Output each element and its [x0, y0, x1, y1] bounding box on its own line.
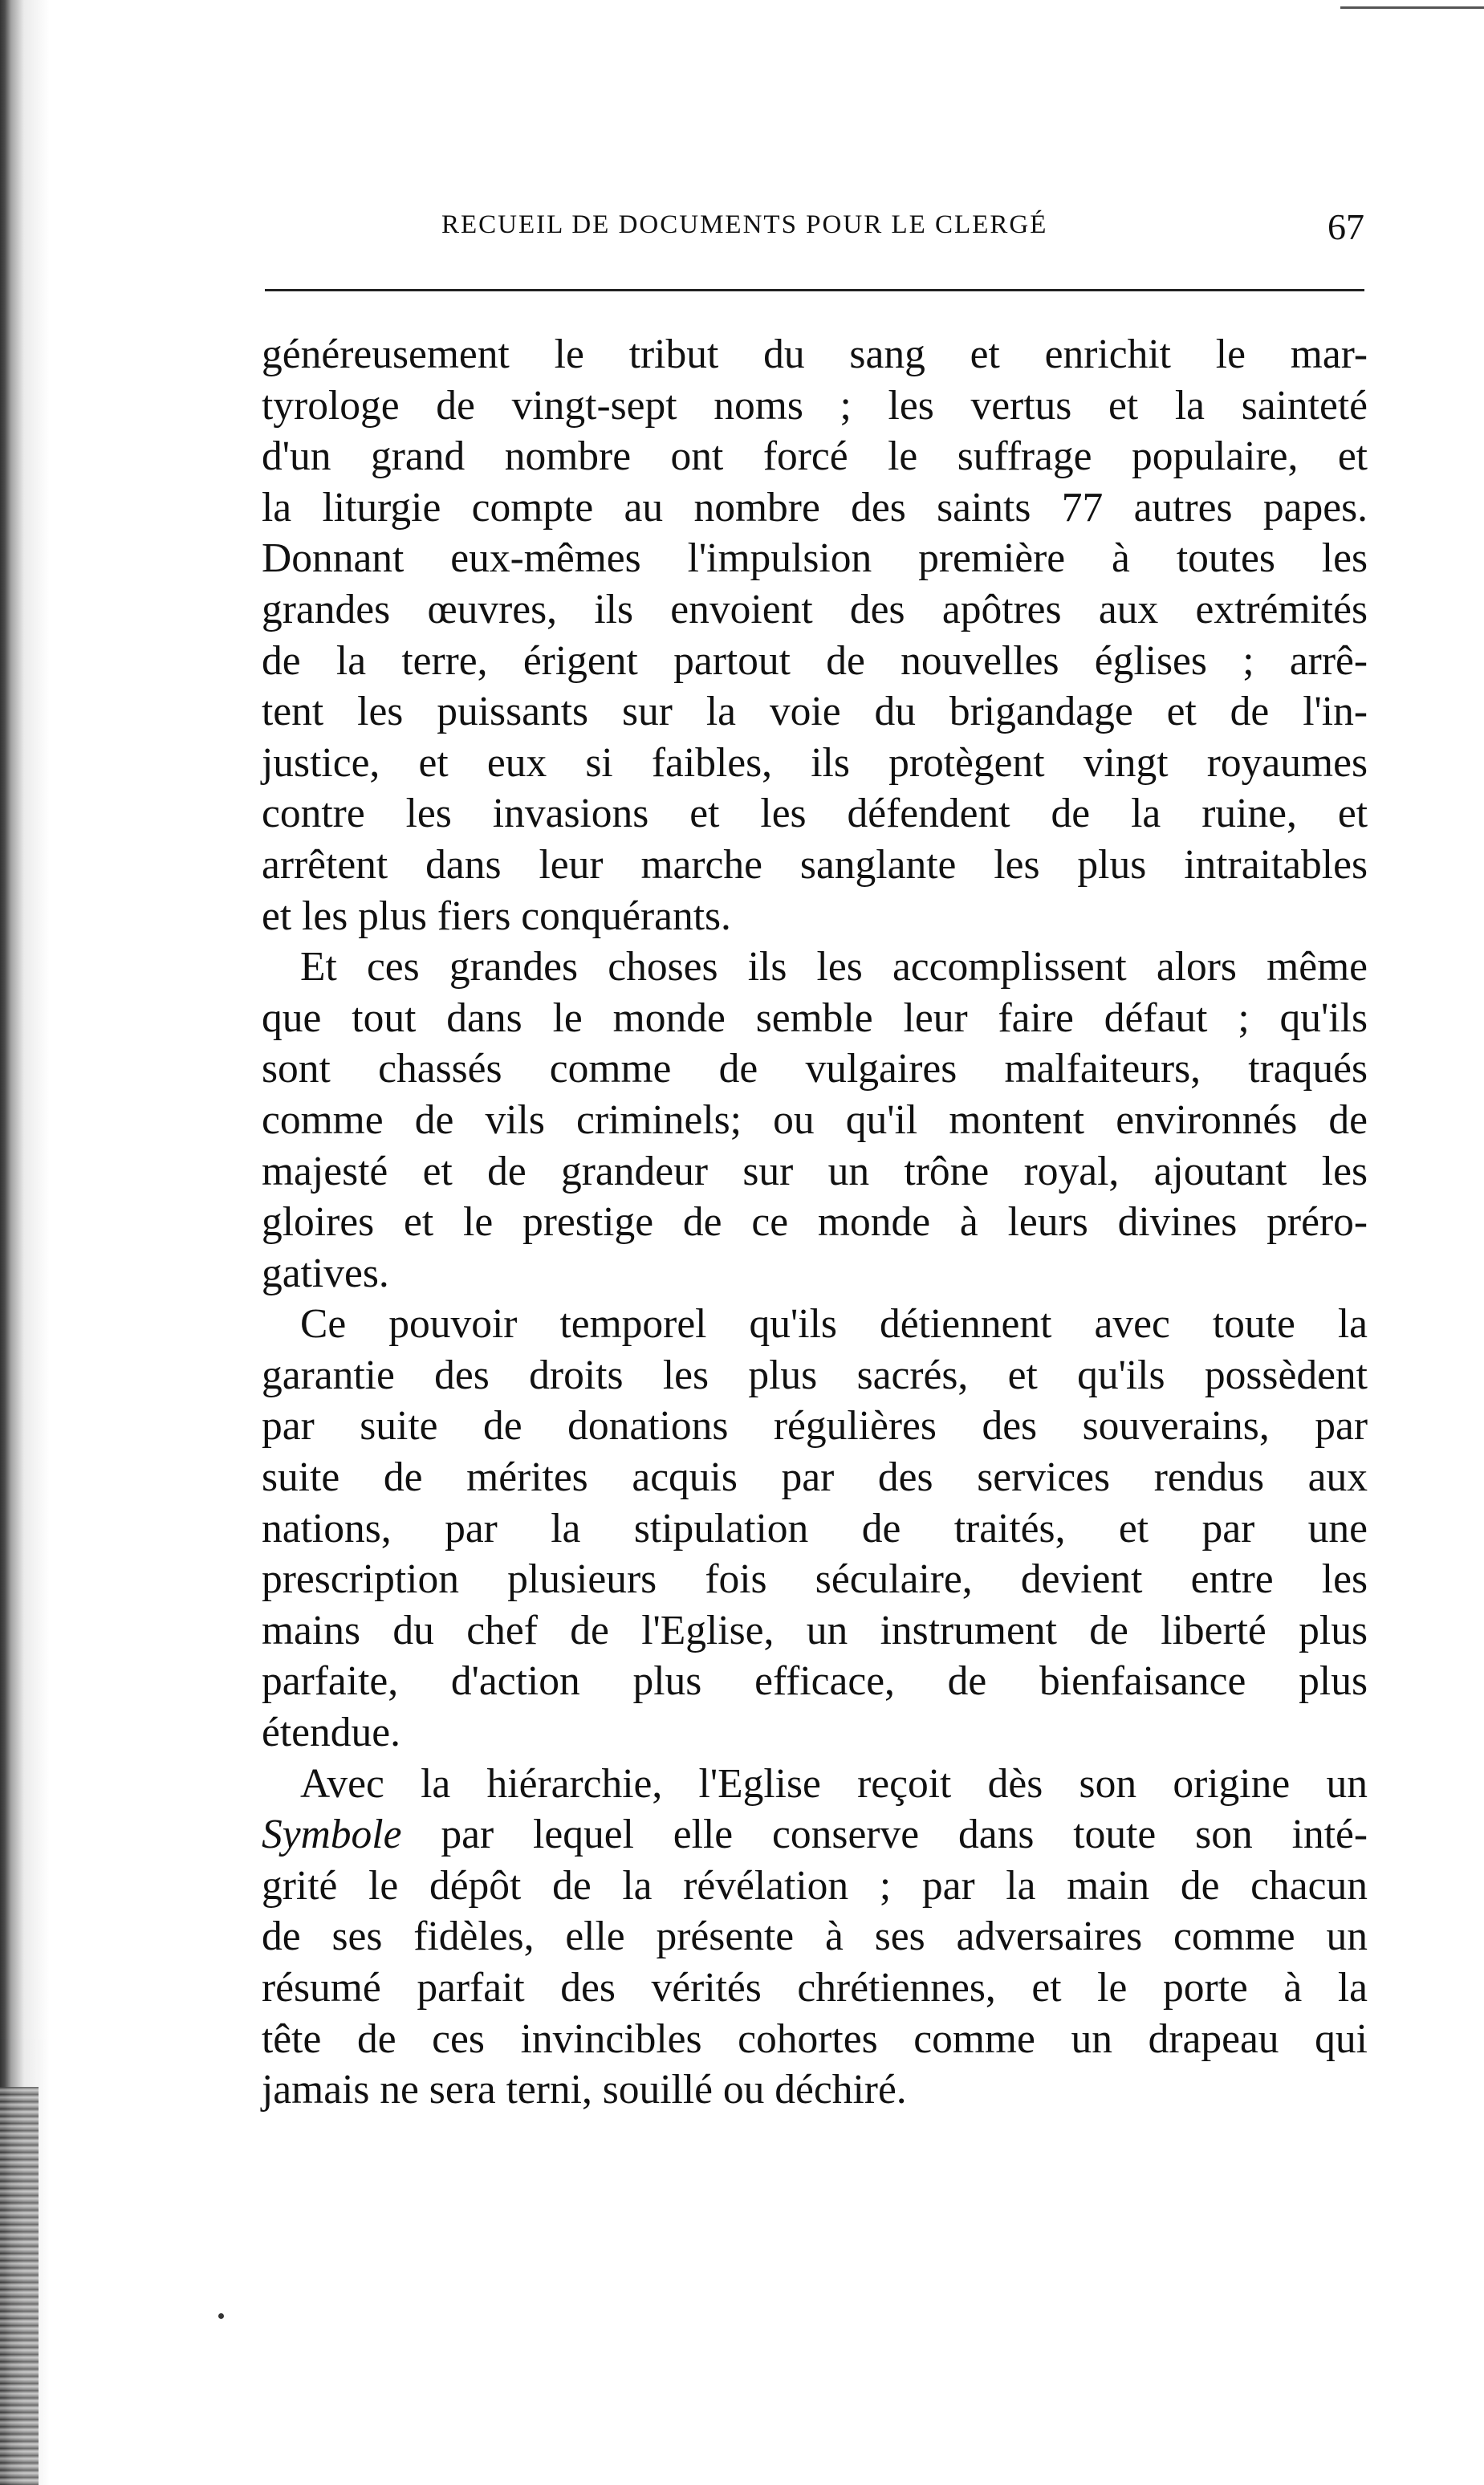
- running-head: [265, 206, 1364, 250]
- text-line: nations, par la stipulation de traités, et par une: [262, 1505, 1368, 1552]
- text-line: arrêtent dans leur marche sanglante les plus intraitables: [262, 841, 1368, 888]
- text-line: Donnant eux-mêmes l'impulsion première à toutes les: [262, 535, 1368, 582]
- text-line: étendue.: [262, 1710, 401, 1756]
- text-line: comme de vils criminels; ou qu'il montent environnés de: [262, 1096, 1368, 1143]
- text-line: résumé parfait des vérités chrétiennes, et le porte à la: [262, 1965, 1368, 2011]
- text-line: de la terre, érigent partout de nouvelles églises ; arrê-: [262, 637, 1368, 684]
- text-line: la liturgie compte au nombre des saints 77 autres papes.: [262, 484, 1368, 531]
- text-line: grité le dépôt de la révélation ; par la main de chacun: [262, 1862, 1368, 1909]
- text-line: gloires et le prestige de ce monde à leurs divines préro-: [262, 1199, 1368, 1246]
- text-line: que tout dans le monde semble leur faire défaut ; qu'ils: [262, 994, 1368, 1041]
- text-line: parfaite, d'action plus efficace, de bienfaisance plus: [262, 1658, 1368, 1705]
- text-line: suite de mérites acquis par des services rendus aux: [262, 1454, 1368, 1501]
- scan-top-mark: [1340, 6, 1484, 9]
- text-line: jamais ne sera terni, souillé ou déchiré.: [262, 2067, 907, 2113]
- body-text: [262, 329, 1368, 2116]
- page-number: 67: [1327, 206, 1364, 247]
- text-line: Et ces grandes choses ils les accomplissent alors même: [300, 944, 1368, 990]
- text-line: sont chassés comme de vulgaires malfaiteurs, traqués: [262, 1046, 1368, 1092]
- text-line: grandes œuvres, ils envoient des apôtres aux extrémités: [262, 586, 1368, 632]
- text-line: Ce pouvoir temporel qu'ils détiennent avec toute la: [300, 1301, 1368, 1348]
- header-rule: [265, 289, 1364, 291]
- text-line: et les plus fiers conquérants.: [262, 893, 731, 939]
- text-line: gatives.: [262, 1250, 389, 1296]
- text-line-rest: par lequel elle conserve dans toute son inté-: [441, 1812, 1368, 1858]
- text-line: justice, et eux si faibles, ils protègent vingt royaumes: [262, 739, 1368, 786]
- text-line: par suite de donations régulières des souverains, par: [262, 1403, 1368, 1450]
- text-line: généreusement le tribut du sang et enrichit le mar-: [262, 331, 1368, 377]
- text-line: tyrologe de vingt-sept noms ; les vertus et la sainteté: [262, 382, 1368, 429]
- text-line: mains du chef de l'Eglise, un instrument de liberté plus: [262, 1607, 1368, 1653]
- scan-speck: [218, 2313, 224, 2319]
- text-line: garantie des droits les plus sacrés, et qu'ils possèdent: [262, 1352, 1368, 1398]
- text-line: d'un grand nombre ont forcé le suffrage populaire, et: [262, 433, 1368, 480]
- text-line: contre les invasions et les défendent de la ruine, et: [262, 791, 1368, 837]
- text-line-with-italic: [262, 1809, 1368, 1861]
- text-line: de ses fidèles, elle présente à ses adversaires comme un: [262, 1914, 1368, 1960]
- running-title: RECUEIL DE DOCUMENTS POUR LE CLERGÉ: [441, 210, 1048, 239]
- text-line: prescription plusieurs fois séculaire, devient entre les: [262, 1556, 1368, 1603]
- italic-term: Symbole: [262, 1812, 402, 1858]
- scan-binding-edge: [0, 0, 51, 2485]
- text-line: tête de ces invincibles cohortes comme un drapeau qui: [262, 2015, 1368, 2062]
- text-line: tent les puissants sur la voie du brigandage et de l'in-: [262, 689, 1368, 735]
- text-line: majesté et de grandeur sur un trône royal, ajoutant les: [262, 1148, 1368, 1194]
- text-line: Avec la hiérarchie, l'Eglise reçoit dès son origine un: [300, 1760, 1368, 1807]
